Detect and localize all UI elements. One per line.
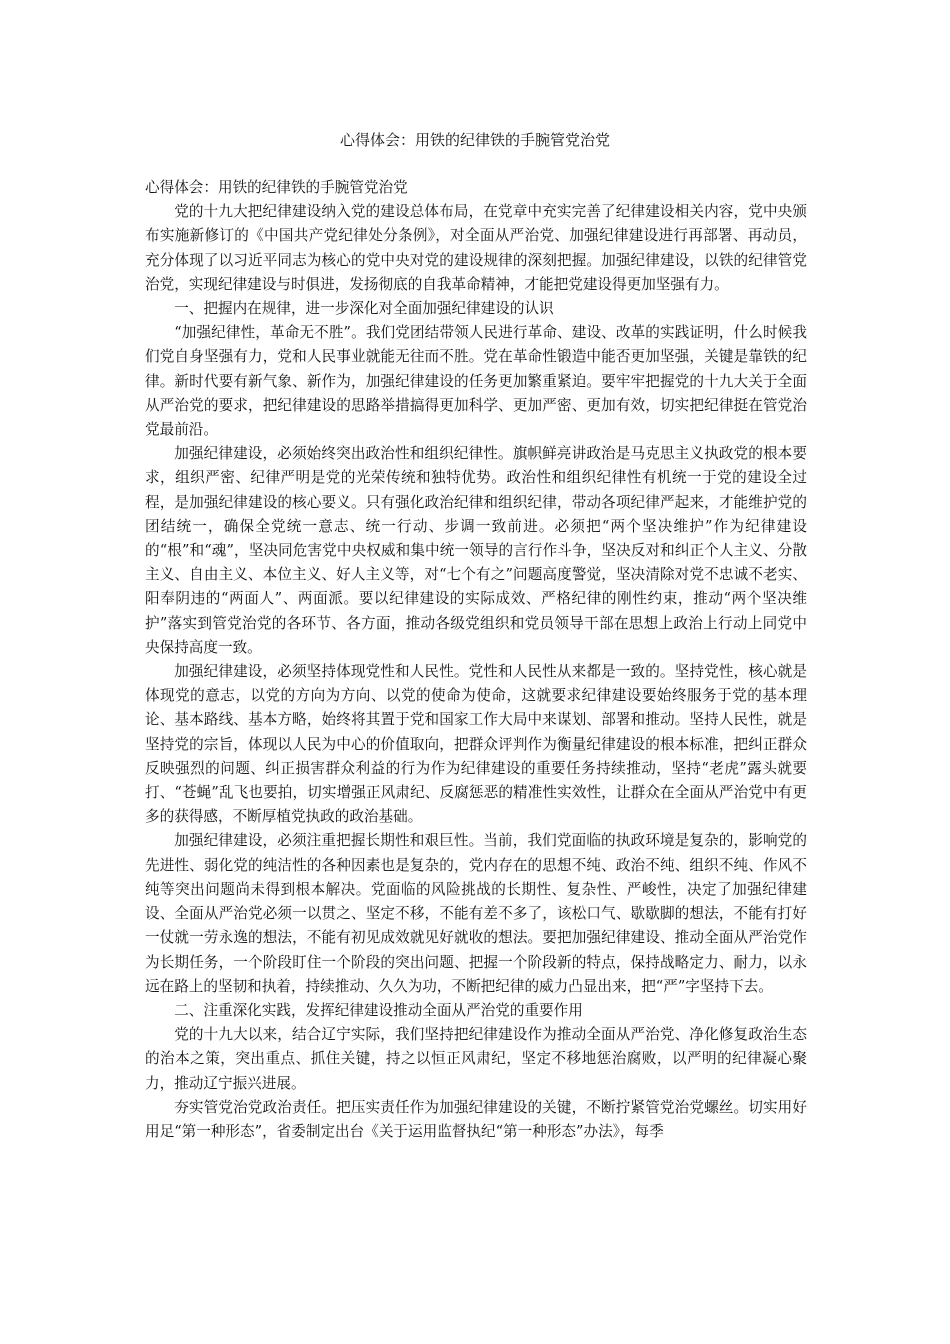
paragraph: “加强纪律性，革命无不胜”。我们党团结带领人民进行革命、建设、改革的实践证明，什么时候我们党自身坚强有力，党和人民事业就能无往而不胜。党在革命性锻造中能否更加坚强，关键是靠铁的纪律。新时代要有新气象、新作为，加强纪律建设的任务更加繁重紧迫。要牢牢把握党的十九大关于全面从严治党的要求，把纪律建设的思路举措搞得更加科学、更加严密、更加有效，切实把纪律挺在管党治党最前沿。	[145, 324, 807, 439]
paragraph: 党的十九大把纪律建设纳入党的建设总体布局，在党章中充实完善了纪律建设相关内容，党中央颁布实施新修订的《中国共产党纪律处分条例》，对全面从严治党、加强纪律建设进行再部署、再动员，充分体现了以习近平同志为核心的党中央对党的建设规律的深刻把握。加强纪律建设，以铁的纪律管党治党，实现纪律建设与时俱进，发扬彻底的自我革命精神，才能把党建设得更加坚强有力。	[145, 203, 807, 293]
document-title: 心得体会：用铁的纪律铁的手腕管党治党	[339, 131, 610, 149]
document-subtitle: 心得体会：用铁的纪律铁的手腕管党治党	[145, 179, 408, 196]
paragraph: 党的十九大以来，结合辽宁实际，我们坚持把纪律建设作为推动全面从严治党、净化修复政治生态的治本之策，突出重点、抓住关键，持之以恒正风肃纪，坚定不移地惩治腐败，以严明的纪律凝心聚力，推动辽宁振兴进展。	[145, 1026, 807, 1092]
section-heading: 一、把握内在规律，进一步深化对全面加强纪律建设的认识	[174, 300, 554, 318]
document-body	[145, 176, 807, 1144]
paragraph: 加强纪律建设，必须始终突出政治性和组织纪律性。旗帜鲜亮讲政治是马克思主义执政党的根本要求，组织严密、纪律严明是党的光荣传统和独特优势。政治性和组织纪律性有机统一于党的建设全过程，是加强纪律建设的核心要义。只有强化政治纪律和组织纪律，带动各项纪律严起来，才能维护党的团结统一，确保全党统一意志、统一行动、步调一致前进。必须把“两个坚决维护”作为纪律建设的“根”和“魂”，坚决同危害党中央权威和集中统一领导的言行作斗争，坚决反对和纠正个人主义、分散主义、自由主义、本位主义、好人主义等，对“七个有之”问题高度警觉，坚决清除对党不忠诚不老实、阳奉阴违的“两面人”、两面派。要以纪律建设的实际成效、严格纪律的刚性约束，推动“两个坚决维护”落实到管党治党的各环节、各方面，推动各级党组织和党员领导干部在思想上政治上行动上同党中央保持高度一致。	[145, 445, 807, 656]
paragraph: 加强纪律建设，必须注重把握长期性和艰巨性。当前，我们党面临的执政环境是复杂的，影响党的先进性、弱化党的纯洁性的各种因素也是复杂的，党内存在的思想不纯、政治不纯、组织不纯、作风不纯等突出问题尚未得到根本解决。党面临的风险挑战的长期性、复杂性、严峻性，决定了加强纪律建设、全面从严治党必须一以贯之、坚定不移，不能有差不多了，该松口气、歇歇脚的想法，不能有打好一仗就一劳永逸的想法，不能有初见成效就见好就收的想法。要把加强纪律建设、推动全面从严治党作为长期任务，一个阶段盯住一个阶段的突出问题、把握一个阶段新的特点，保持战略定力、耐力，以永远在路上的坚韧和执着，持续推动、久久为功，不断把纪律的威力凸显出来，把“严”字坚持下去。	[145, 832, 807, 995]
section-heading: 二、注重深化实践，发挥纪律建设推动全面从严治党的重要作用	[174, 1001, 583, 1019]
paragraph: 夯实管党治党政治责任。把压实责任作为加强纪律建设的关键，不断拧紧管党治党螺丝。切实用好用足“第一种形态”，省委制定出台《关于运用监督执纪“第一种形态”办法》，每季	[145, 1098, 807, 1140]
paragraph: 加强纪律建设，必须坚持体现党性和人民性。党性和人民性从来都是一致的。坚持党性，核心就是体现党的意志，以党的方向为方向、以党的使命为使命，这就要求纪律建设要始终服务于党的基本理论、基本路线、基本方略，始终将其置于党和国家工作大局中来谋划、部署和推动。坚持人民性，就是坚持党的宗旨，体现以人民为中心的价值取向，把群众评判作为衡量纪律建设的根本标准，把纠正群众反映强烈的问题、纠正损害群众利益的行为作为纪律建设的重要任务持续推动，坚持“老虎”露头就要打、“苍蝇”乱飞也要拍，切实增强正风肃纪、反腐惩恶的精准性实效性，让群众在全面从严治党中有更多的获得感，不断厚植党执政的政治基础。	[145, 663, 807, 826]
